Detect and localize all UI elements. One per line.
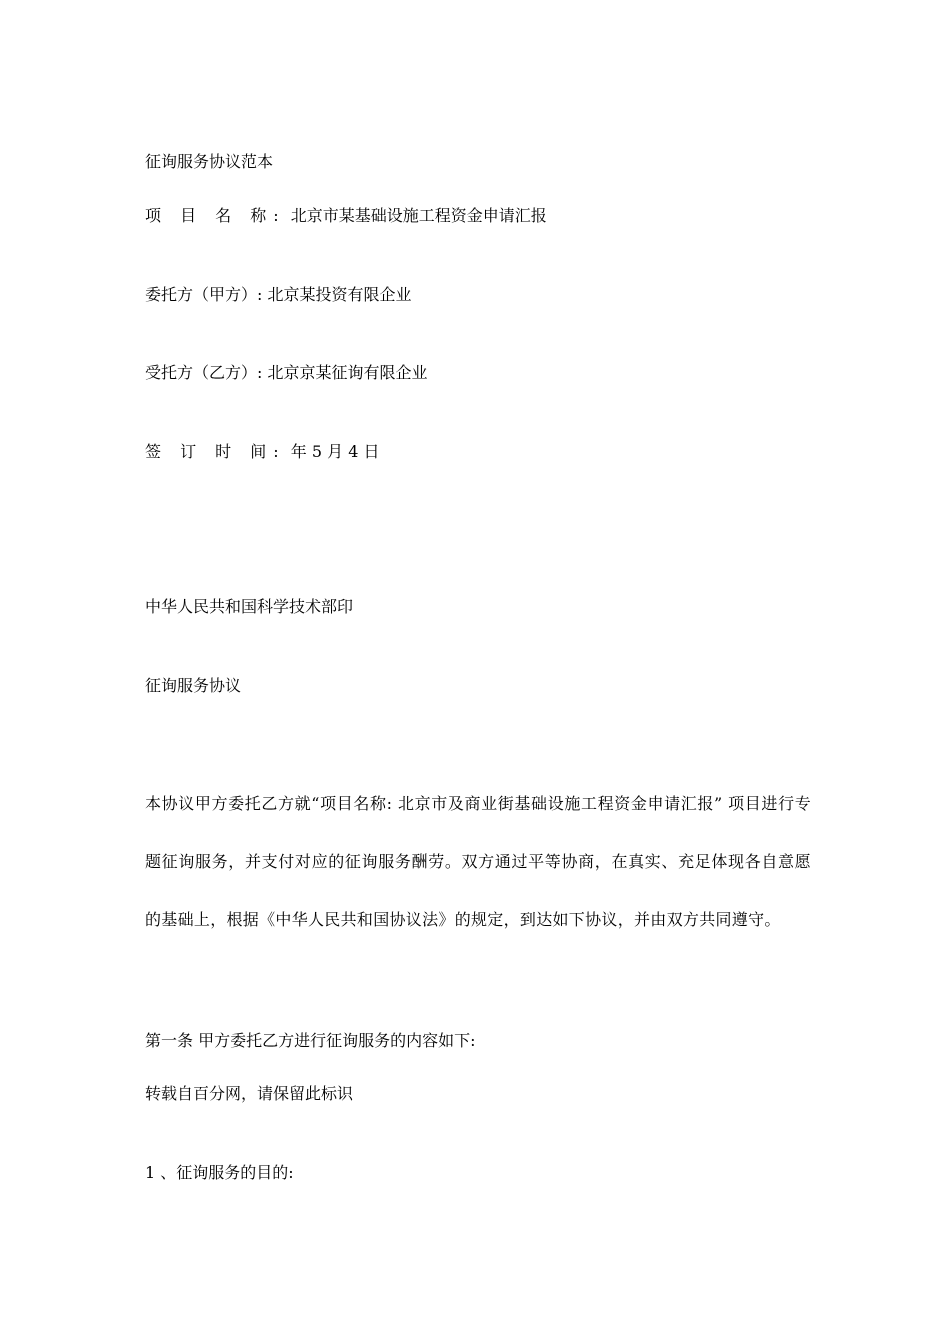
contractor-value: 北京京某征询有限企业 (267, 363, 428, 382)
client-line (145, 284, 412, 306)
printer-line: 中华人民共和国科学技术部印 (145, 597, 354, 616)
sign-date-label: 签 订 时 间: (145, 442, 286, 461)
watermark-note: 转载自百分网，请保留此标识 (145, 1084, 354, 1103)
project-name-value: 北京市某基础设施工程资金申请汇报 (290, 206, 547, 225)
article-one: 第一条 甲方委托乙方进行征询服务的内容如下: (145, 1031, 476, 1050)
project-name-label: 项 目 名 称: (145, 206, 286, 225)
contractor-line (145, 362, 428, 384)
agreement-title: 征询服务协议 (145, 676, 242, 695)
contractor-label: 受托方（乙方）: (145, 363, 263, 382)
sign-date-value: 年 5 月 4 日 (290, 442, 380, 461)
intro-paragraph: 本协议甲方委托乙方就“项目名称: 北京市及商业街基础设施工程资金申请汇报” 项目进行专题征询服务，并支付对应的征询服务酬劳。双方通过平等协商，在真实、充足体现各自意愿的基础上，根据《中华人民共和国协议法》的规定，到达如下协议，并由双方共同遵守。 (145, 794, 811, 929)
sign-date-line (145, 441, 379, 463)
client-label: 委托方（甲方）: (145, 285, 263, 304)
project-name-line (145, 205, 547, 227)
item-one: 1 、征询服务的目的: (145, 1163, 294, 1182)
cover-title: 征询服务协议范本 (145, 152, 274, 171)
client-value: 北京某投资有限企业 (267, 285, 412, 304)
